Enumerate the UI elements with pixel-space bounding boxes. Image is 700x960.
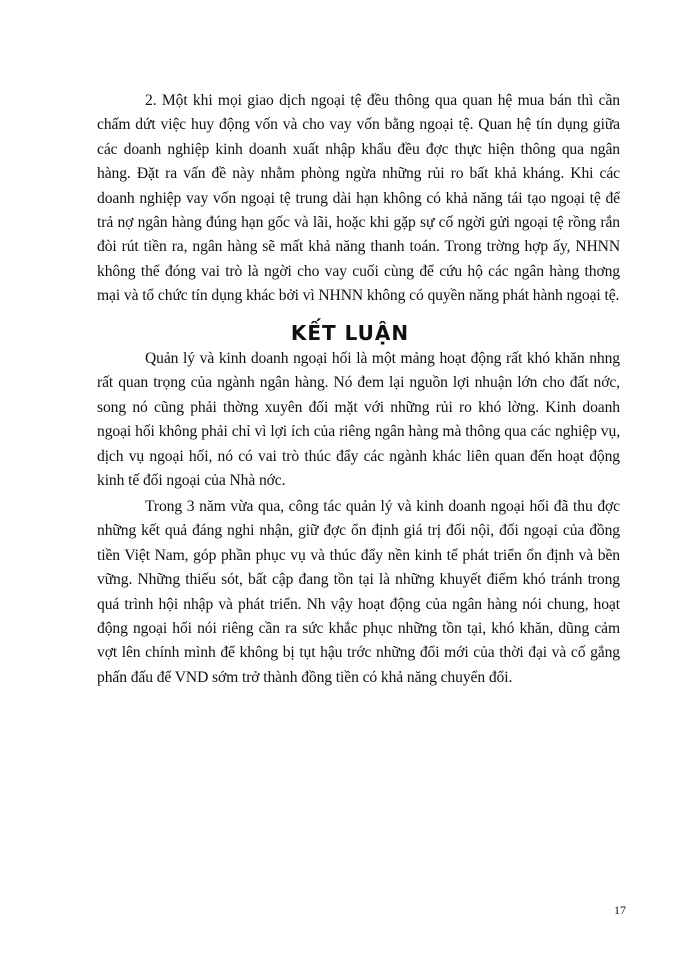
page-number: 17 <box>614 903 626 917</box>
paragraph-conclusion-intro: Quản lý và kinh doanh ngoại hối là một mảng hoạt động rất khó khăn nhng rất quan trọng của ngành ngân hàng. Nó đem lại nguồn lợi nhuận lớn cho đất nớc, song nó cũng phải thờng xuyên đối mặt với những rủi ro khó lờng. Kinh doanh ngoại hối không phải chỉ vì lợi ích của riêng ngân hàng mà thông qua các nghiệp vụ, dịch vụ ngoại hối, nó có vai trò thúc đẩy các ngành khác liên quan đến hoạt động kinh tế đối ngoại của Nhà nớc. <box>97 350 620 490</box>
paragraph-foreign-currency-lending: 2. Một khi mọi giao dịch ngoại tệ đều thông qua quan hệ mua bán thì cần chấm dứt việc huy động vốn và cho vay vốn bằng ngoại tệ. Quan hệ tín dụng giữa các doanh nghiệp kinh doanh xuất nhập khẩu đều đợc thực hiện thông qua ngân hàng. Đặt ra vấn đề này nhằm phòng ngừa những rủi ro bất khả kháng. Khi các doanh nghiệp vay vốn ngoại tệ trung dài hạn không có khả năng tái tạo ngoại tệ để trả nợ ngân hàng đúng hạn gốc và lãi, hoặc khi gặp sự cố ngời gửi ngoại tệ rồng rắn đòi rút tiền ra, ngân hàng sẽ mất khả năng thanh toán. Trong trờng hợp ấy, NHNN không thể đóng vai trò là ngời cho vay cuối cùng để cứu hộ các ngân hàng thơng mại và tổ chức tín dụng khác bởi vì NHNN không có quyền năng phát hành ngoại tệ. <box>97 92 620 305</box>
paragraph-conclusion-results: Trong 3 năm vừa qua, công tác quản lý và kinh doanh ngoại hối đã thu đợc những kết quả đáng nghi nhận, giữ đợc ổn định giá trị đối nội, đối ngoại của đồng tiền Việt Nam, góp phần phục vụ và thúc đẩy nền kinh tế phát triển ổn định và bền vững. Những thiếu sót, bất cập đang tồn tại là những khuyết điểm khó tránh trong quá trình hội nhập và phát triển. Nh vậy hoạt động của ngân hàng nói chung, hoạt động ngoại hối nói riêng cần ra sức khắc phục những tồn tại, khó khăn, dũng cảm vợt lên chính mình để không bị tụt hậu trớc những đổi mới của thời đại và cố gắng phấn đấu để VND sớm trở thành đồng tiền có khả năng chuyển đổi. <box>97 498 620 686</box>
conclusion-heading: KẾT LUẬN <box>290 321 410 345</box>
